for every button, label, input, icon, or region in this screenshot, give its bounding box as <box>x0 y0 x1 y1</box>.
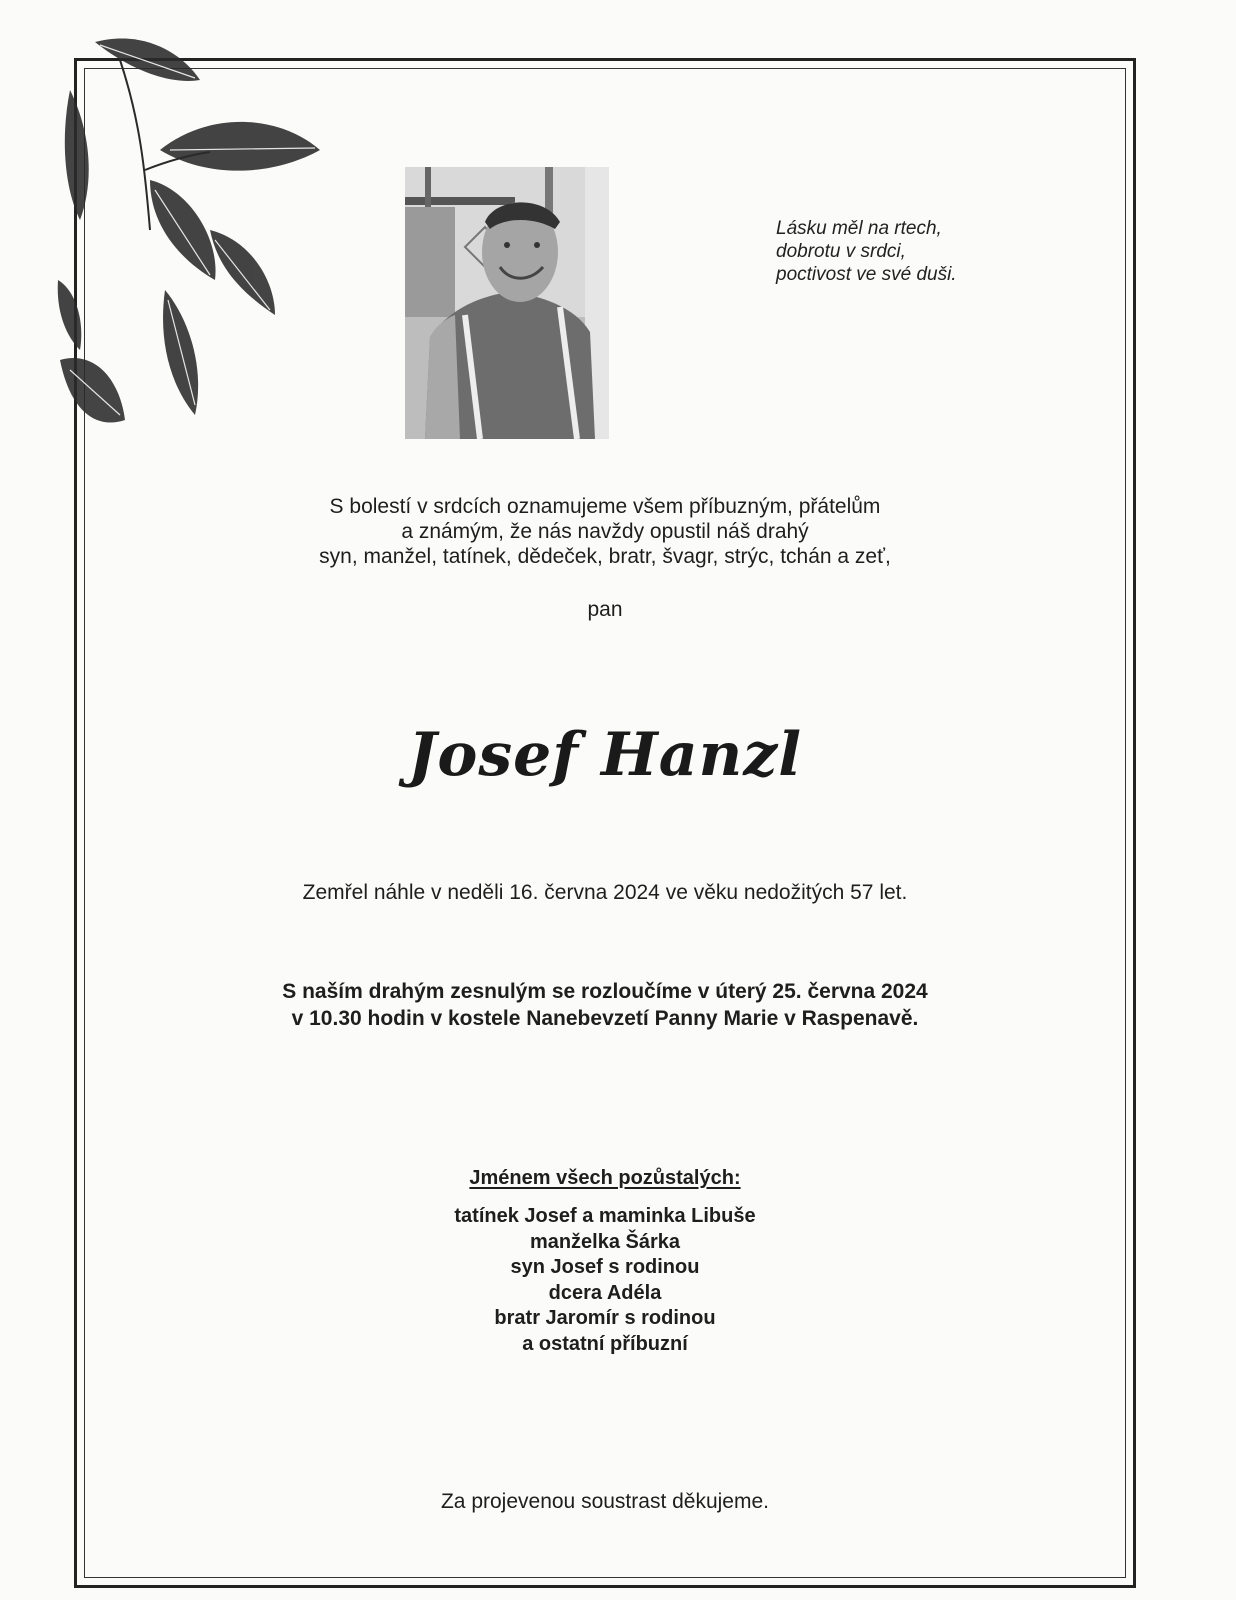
mourner-item: manželka Šárka <box>529 1230 681 1253</box>
motto-line: dobrotu v srdci, <box>776 241 906 262</box>
mourner-item: syn Josef s rodinou <box>510 1256 700 1278</box>
mourners-list <box>84 1204 1126 1357</box>
announcement-line: a známým, že nás navždy opustil náš drahý <box>401 520 809 543</box>
title-pan: pan <box>587 598 623 621</box>
motto-line: poctivost ve své duši. <box>776 264 957 285</box>
mourner-item: bratr Jaromír s rodinou <box>494 1307 716 1329</box>
announcement-line: syn, manžel, tatínek, dědeček, bratr, švagr, strýc, tchán a zeť, <box>319 545 891 568</box>
mourners-heading-text: Jménem všech pozůstalých: <box>469 1167 741 1189</box>
announcement-text <box>84 494 1126 569</box>
funeral-line: S naším drahým zesnulým se rozloučíme v úterý 25. června 2024 <box>282 980 928 1003</box>
funeral-info <box>84 978 1126 1032</box>
funeral-line: v 10.30 hodin v kostele Nanebevzetí Panny Marie v Raspenavě. <box>291 1007 919 1030</box>
closing-thanks: Za projevenou soustrast děkujeme. <box>440 1490 769 1513</box>
mourner-item: tatínek Josef a maminka Libuše <box>454 1205 756 1227</box>
motto-line: Lásku měl na rtech, <box>776 218 942 239</box>
mourner-item: a ostatní příbuzní <box>522 1332 688 1355</box>
mourner-item: dcera Adéla <box>548 1281 662 1304</box>
motto <box>776 217 957 286</box>
leaves-icon <box>50 30 340 480</box>
portrait-photo <box>405 167 609 439</box>
death-notice: Zemřel náhle v neděli 16. června 2024 ve věku nedožitých 57 let. <box>302 881 908 904</box>
mourners-heading <box>84 1167 1126 1190</box>
announcement-line: S bolestí v srdcích oznamujeme všem příbuzným, přátelům <box>329 495 881 518</box>
deceased-name: Josef Hanzl <box>407 720 803 790</box>
